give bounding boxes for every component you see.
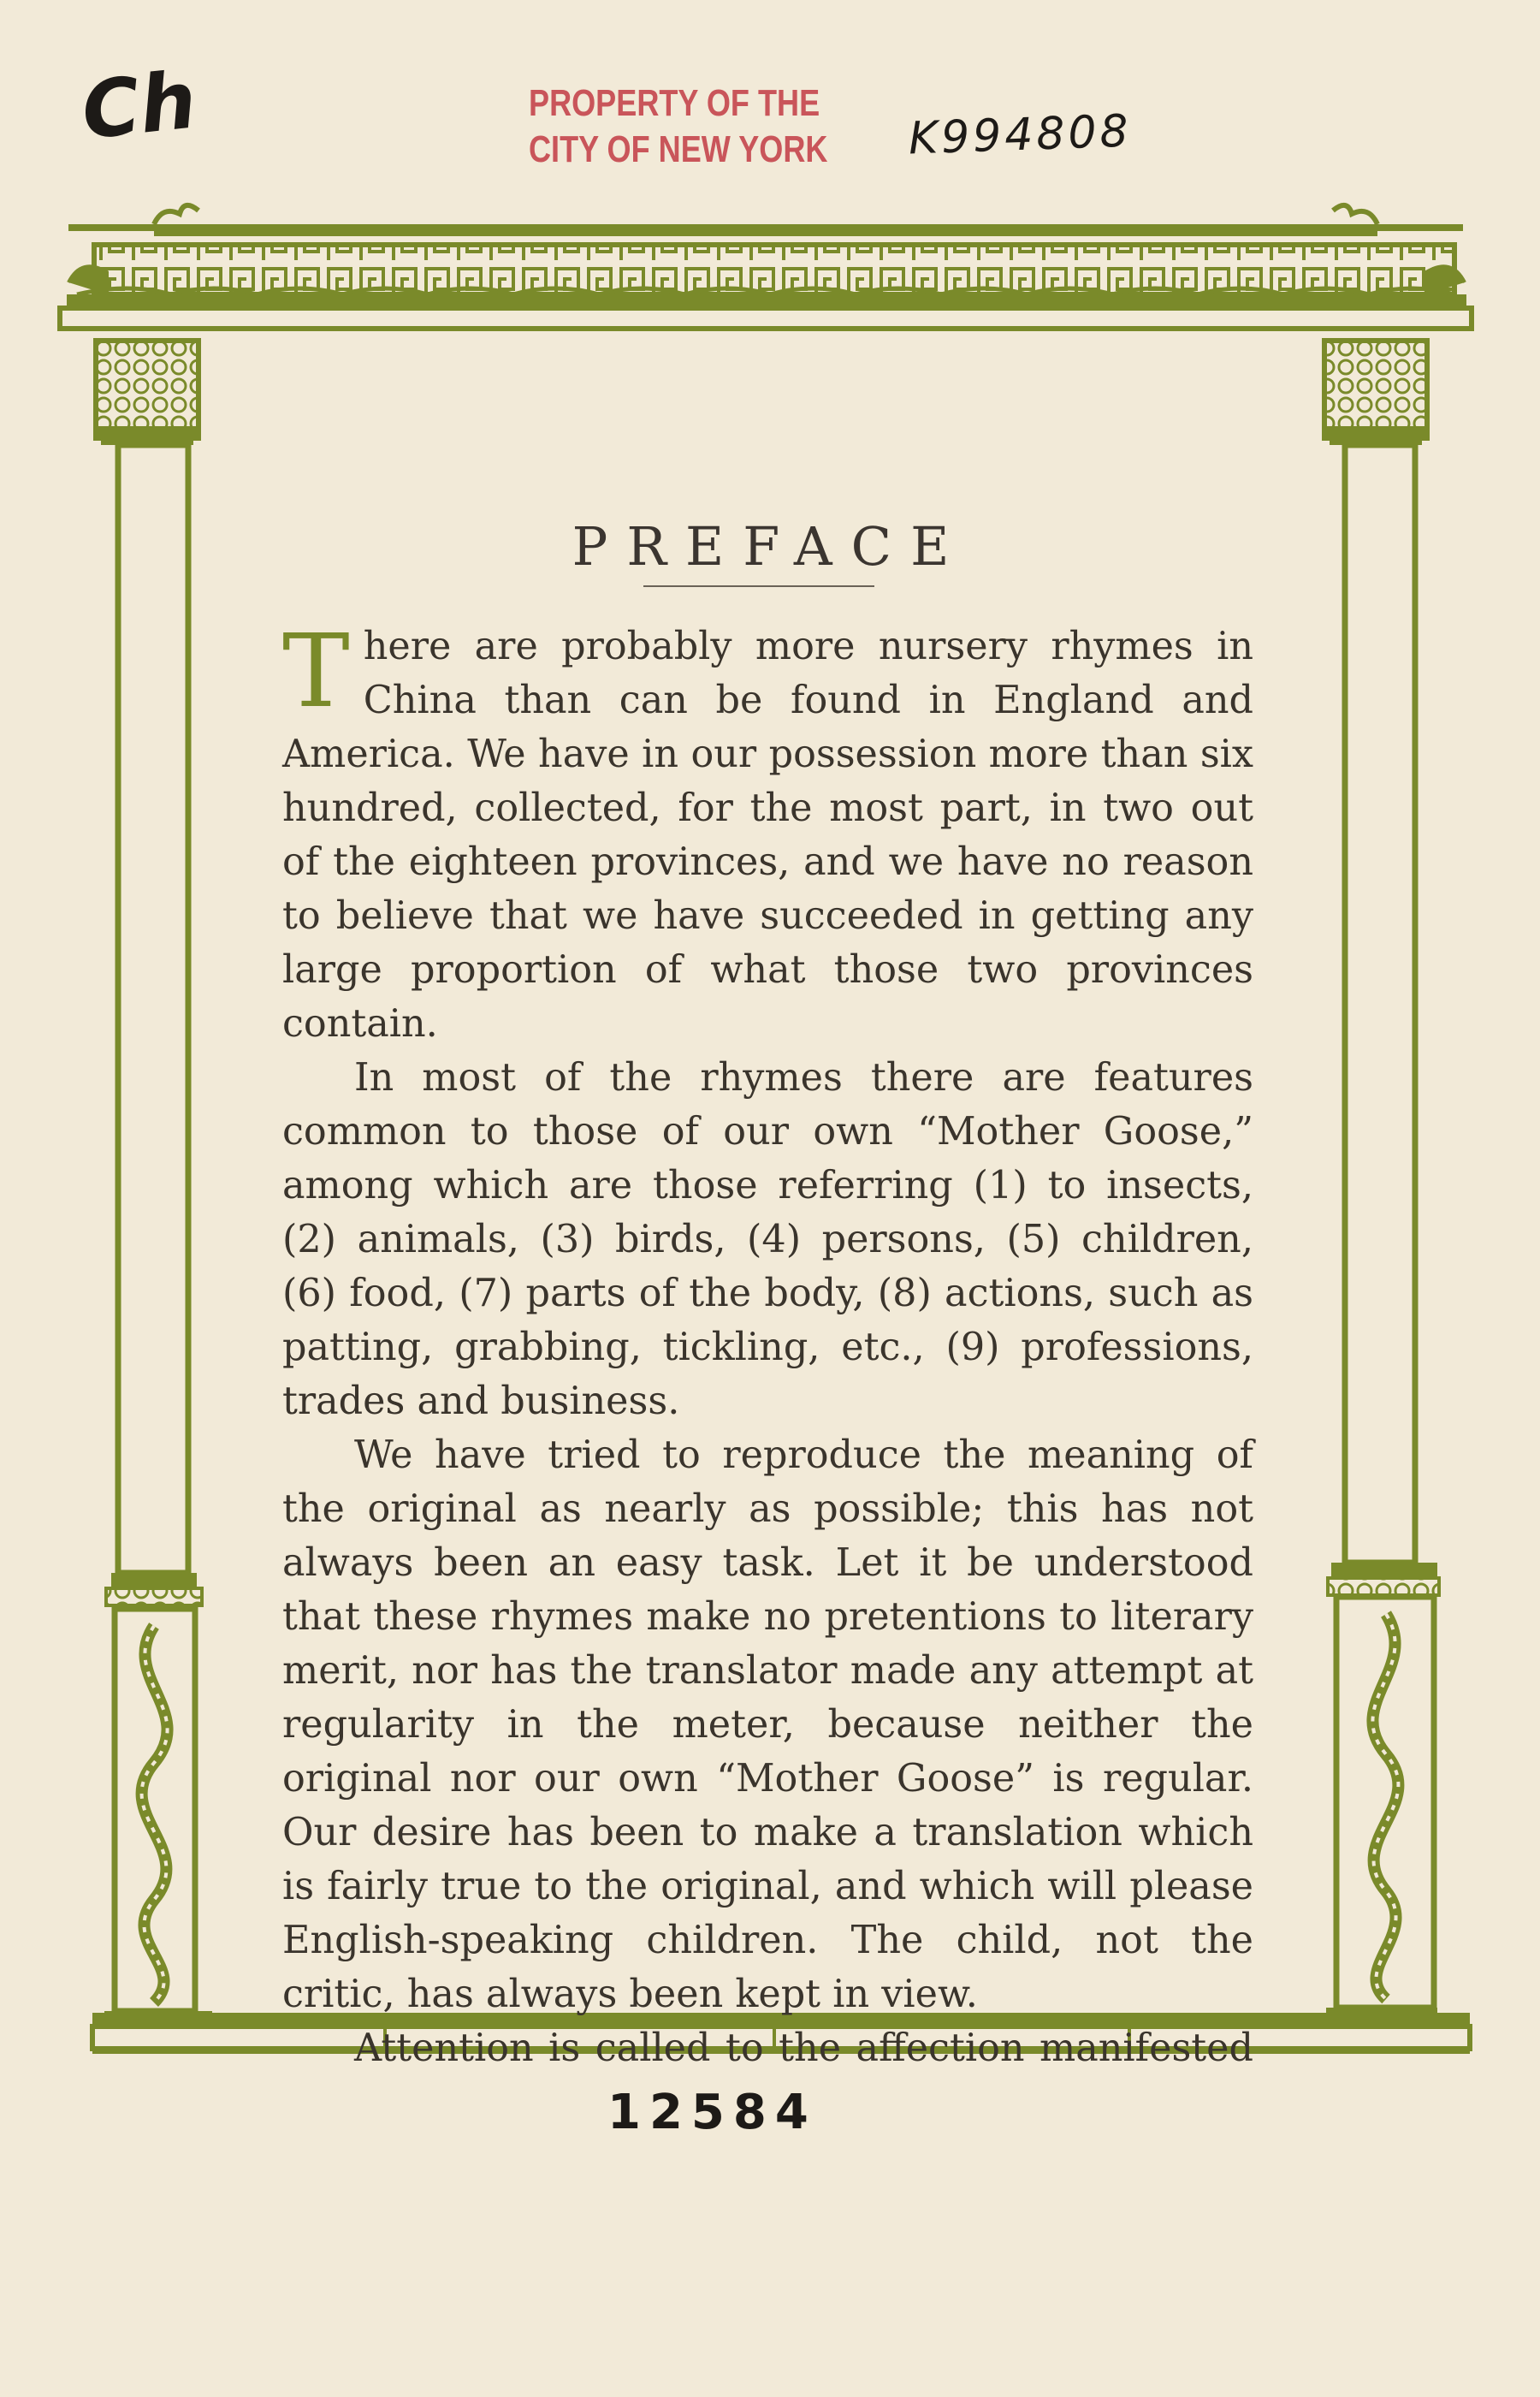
paragraph-4: Attention is called to the affection manifested bbox=[354, 2026, 1253, 2070]
frame-right-column bbox=[1324, 341, 1439, 2021]
frame-left-column bbox=[96, 341, 212, 2025]
handwritten-accession-number: 12584 bbox=[607, 2085, 817, 2140]
page-title: PREFACE bbox=[572, 514, 968, 578]
paragraph-1-text: here are probably more nursery rhymes in China than can be found in England and America. We have in our possession more than six hundred, collected, for the most part, in two out of the eighteen provinces, and we have no reason to believe that we have succeeded in getting any large proportion of what those two provinces contain. bbox=[282, 625, 1253, 1046]
preface-body bbox=[282, 612, 1253, 2075]
frame-top-beam bbox=[60, 205, 1472, 329]
stamp-line-1: PROPERTY OF THE bbox=[529, 82, 820, 124]
paragraph-3: We have tried to reproduce the meaning of the original as nearly as possible; this has not always been an easy task. Let it be understood that these rhymes make no pretentions to literary merit, nor has the translator made any attempt at regularity in the meter, because neither the original nor our own “Mother Goose” is regular. Our desire has been to make a translation which is fairly true to the original, and which will please English-speaking children. The child, not the critic, has always been kept in view. bbox=[282, 1433, 1253, 2016]
paragraph-1 bbox=[282, 612, 1253, 1051]
handwritten-ch-mark: Ch bbox=[77, 54, 201, 157]
drop-cap: T bbox=[282, 612, 350, 730]
paragraph-2: In most of the rhymes there are features common to those of our own “Mother Goose,” among which are those referring (1) to insects, (2) animals, (3) birds, (4) persons, (5) children, (6) food, (7) parts of the body, (8) actions, such as patting, grabbing, tickling, etc., (9) professions, trades and business. bbox=[282, 1056, 1253, 1423]
handwritten-call-number: K994808 bbox=[908, 105, 1133, 165]
stamp-line-2: CITY OF NEW YORK bbox=[529, 128, 828, 170]
title-divider bbox=[643, 585, 874, 587]
